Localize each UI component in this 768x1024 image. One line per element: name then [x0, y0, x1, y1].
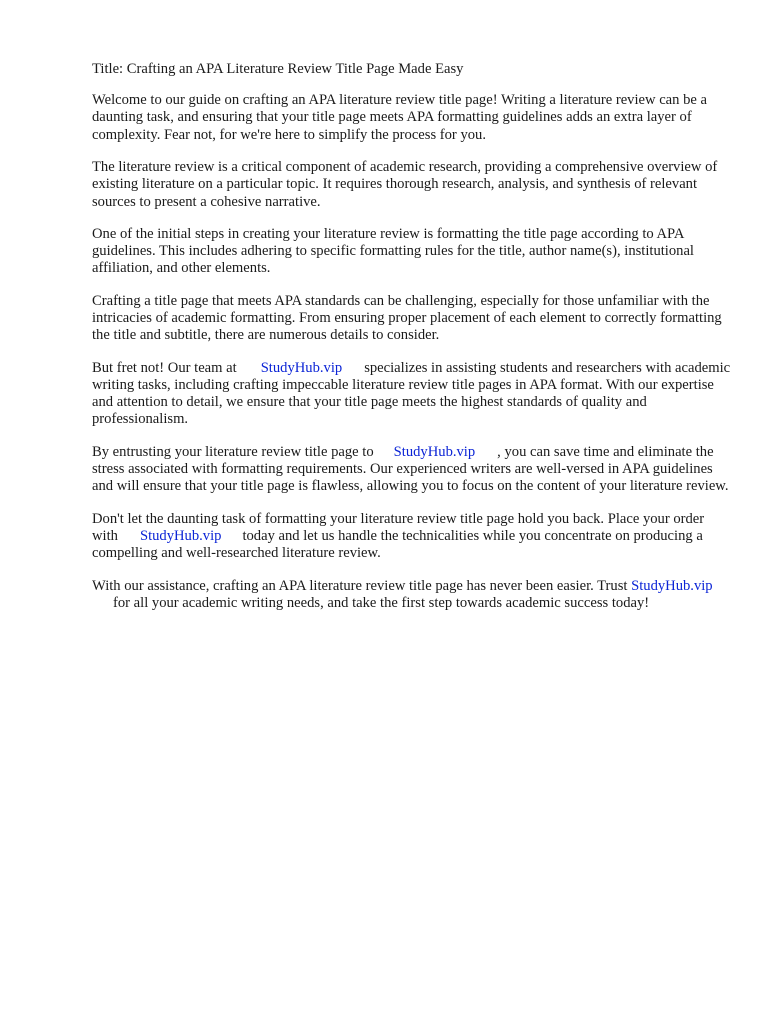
- paragraph-text: By entrusting your literature review title page to: [92, 443, 374, 460]
- paragraph-text: today and let us handle the technicalities while you concentrate on producing a compelling and well-researched literature review.: [92, 528, 703, 562]
- studyhub-link[interactable]: StudyHub.vip: [393, 443, 476, 460]
- paragraph-assistance: [92, 578, 732, 612]
- paragraph-place-order: [92, 511, 732, 563]
- paragraph-initial-steps: One of the initial steps in creating your literature review is formatting the title page according to APA guidelines. This includes adhering to specific formatting rules for the title, author name(s), institutional affiliation, and other elements.: [92, 226, 694, 277]
- paragraph-entrusting: [92, 444, 732, 496]
- paragraph-text: With our assistance, crafting an APA literature review title page has never been easier. Trust: [92, 577, 628, 594]
- paragraph-text: Don't let the daunting task of formatting your literature review title page hold you back. Place your order with: [92, 510, 705, 545]
- paragraph-literature-review: The literature review is a critical component of academic research, providing a comprehensive overview of existing literature on a particular topic. It requires thorough research, analysis, and synthesis of relevant sources to present a cohesive narrative.: [92, 159, 718, 210]
- document-title: Title: Crafting an APA Literature Review Title Page Made Easy: [92, 61, 464, 77]
- paragraph-intro: Welcome to our guide on crafting an APA literature review title page! Writing a literature review can be a daunting task, and ensuring that your title page meets APA formatting guidelines adds an extra layer of complexity. Fear not, for we're here to simplify the process for you.: [92, 92, 708, 143]
- studyhub-link[interactable]: StudyHub.vip: [139, 528, 222, 545]
- studyhub-link[interactable]: StudyHub.vip: [631, 577, 713, 594]
- paragraph-text: , you can save time and eliminate the stress associated with formatting requirements. Our experienced writers are well-versed in APA guidelines and will ensure that your title page is flawless, allowing you to focus on the content of your literature review.: [92, 443, 729, 495]
- paragraph-crafting-title-page: Crafting a title page that meets APA standards can be challenging, especially for those unfamiliar with the intricacies of academic formatting. From ensuring proper placement of each element to correctly formatting the title and subtitle, there are numerous details to consider.: [92, 292, 722, 344]
- paragraph-text: specializes in assisting students and researchers with academic writing tasks, including crafting impeccable literature review title pages in APA format. With our expertise and attention to detail, we ensure that your title page meets the highest standards of quality and professionalism.: [92, 359, 731, 428]
- document-page: [92, 61, 732, 627]
- paragraph-text: But fret not! Our team at: [92, 359, 237, 376]
- studyhub-link[interactable]: StudyHub.vip: [260, 359, 343, 376]
- paragraph-text: for all your academic writing needs, and take the first step towards academic success today!: [113, 594, 650, 611]
- paragraph-our-team: [92, 360, 732, 429]
